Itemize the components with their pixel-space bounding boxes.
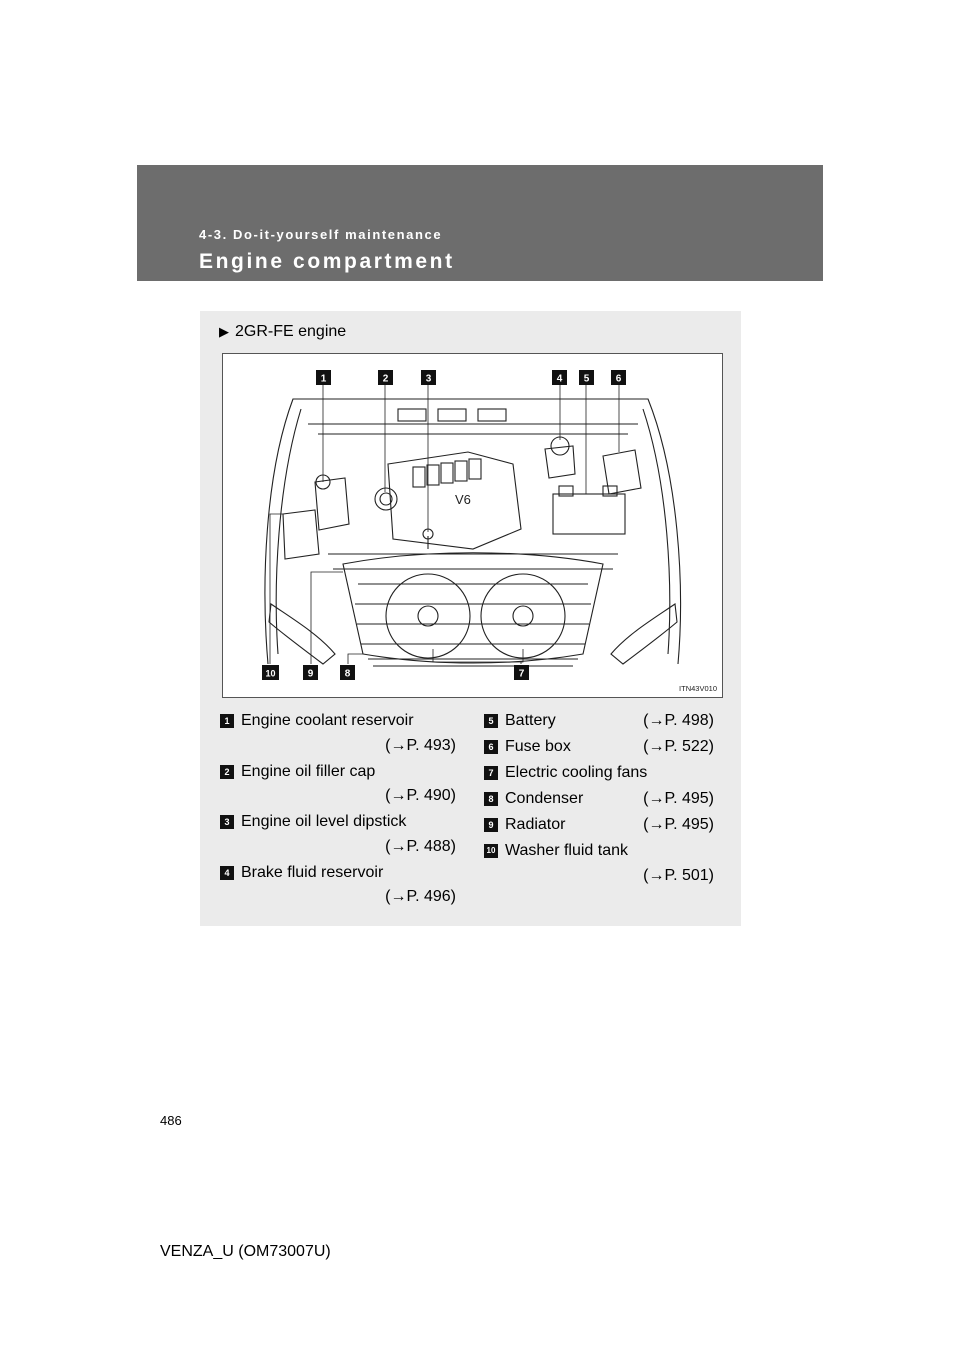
callout-5: 5: [583, 373, 590, 385]
section-label: 4-3. Do-it-yourself maintenance: [199, 227, 443, 242]
legend-name: Battery: [505, 712, 556, 729]
legend-item: [484, 709, 714, 734]
callout-4: 4: [556, 373, 563, 385]
legend-name: Washer fluid tank: [505, 842, 629, 859]
legend-item: [484, 813, 714, 838]
legend-name: Electric cooling fans: [505, 764, 648, 781]
legend-item: [220, 810, 456, 859]
legend-ref: (→P. 495): [643, 816, 714, 833]
legend-number: 7: [484, 766, 498, 780]
legend-ref: (→P. 490): [385, 787, 456, 804]
legend-name: Radiator: [505, 816, 566, 833]
legend-number: 10: [484, 844, 498, 858]
legend-ref: (→P. 501): [643, 866, 714, 884]
engine-panel: [200, 311, 741, 926]
right-cooling-fan: [481, 574, 565, 658]
legend-ref: (→P. 522): [643, 738, 714, 755]
engine-drawing: [223, 354, 722, 697]
callout-9: 9: [307, 668, 314, 680]
legend-ref: (→P. 498): [643, 712, 714, 729]
oil-filler-cap: [375, 488, 397, 510]
legend-number: 4: [220, 866, 234, 880]
legend-left: [220, 709, 456, 911]
callout-8: 8: [344, 668, 351, 680]
legend-right: [484, 709, 714, 890]
brake-reservoir: [545, 446, 575, 478]
triangle-bullet-icon: ▶: [219, 324, 229, 339]
engine-label-text: 2GR-FE engine: [235, 323, 347, 340]
legend-number: 6: [484, 740, 498, 754]
legend-item: [484, 787, 714, 812]
legend-number: 1: [220, 714, 234, 728]
legend-name: Engine coolant reservoir: [241, 712, 414, 729]
washer-tank: [283, 510, 319, 559]
legend-ref: (→P. 496): [385, 888, 456, 905]
legend-name: Condenser: [505, 790, 584, 807]
right-headlight: [611, 604, 677, 664]
svg-text:V6: V6: [455, 492, 471, 507]
callout-1: 1: [320, 373, 327, 385]
legend-number: 8: [484, 792, 498, 806]
legend-ref: (→P. 495): [643, 790, 714, 807]
page-number: 486: [160, 1113, 182, 1128]
callout-2: 2: [382, 373, 389, 385]
callout-10: 10: [265, 668, 276, 679]
figure-code: ITN43V010: [679, 684, 717, 693]
legend-ref: (→P. 488): [385, 837, 456, 855]
callout-3: 3: [425, 373, 432, 385]
legend-number: 2: [220, 765, 234, 779]
legend-number: 3: [220, 815, 234, 829]
legend-item: [484, 839, 714, 888]
engine-label: [219, 323, 346, 341]
coolant-reservoir: [315, 478, 349, 530]
legend-number: 9: [484, 818, 498, 832]
left-cooling-fan: [386, 574, 470, 658]
legend-name: Engine oil filler cap: [241, 762, 376, 780]
legend-item: [220, 760, 456, 809]
chapter-header: [137, 165, 823, 281]
legend-item: [484, 761, 714, 786]
legend-name: Fuse box: [505, 738, 571, 755]
legend-item: [220, 861, 456, 910]
legend-number: 5: [484, 714, 498, 728]
legend-ref: (→P. 493): [385, 736, 456, 754]
battery: [553, 494, 625, 534]
engine-illustration: [222, 353, 723, 698]
legend-name: Brake fluid reservoir: [241, 863, 384, 881]
callout-7: 7: [518, 668, 525, 680]
legend-item: [220, 709, 456, 758]
callout-6: 6: [615, 373, 622, 385]
left-headlight: [269, 604, 335, 664]
fuse-box: [603, 450, 641, 494]
document-code: VENZA_U (OM73007U): [160, 1243, 331, 1260]
legend-item: [484, 735, 714, 760]
page-title: Engine compartment: [199, 250, 455, 273]
legend-name: Engine oil level dipstick: [241, 813, 407, 830]
